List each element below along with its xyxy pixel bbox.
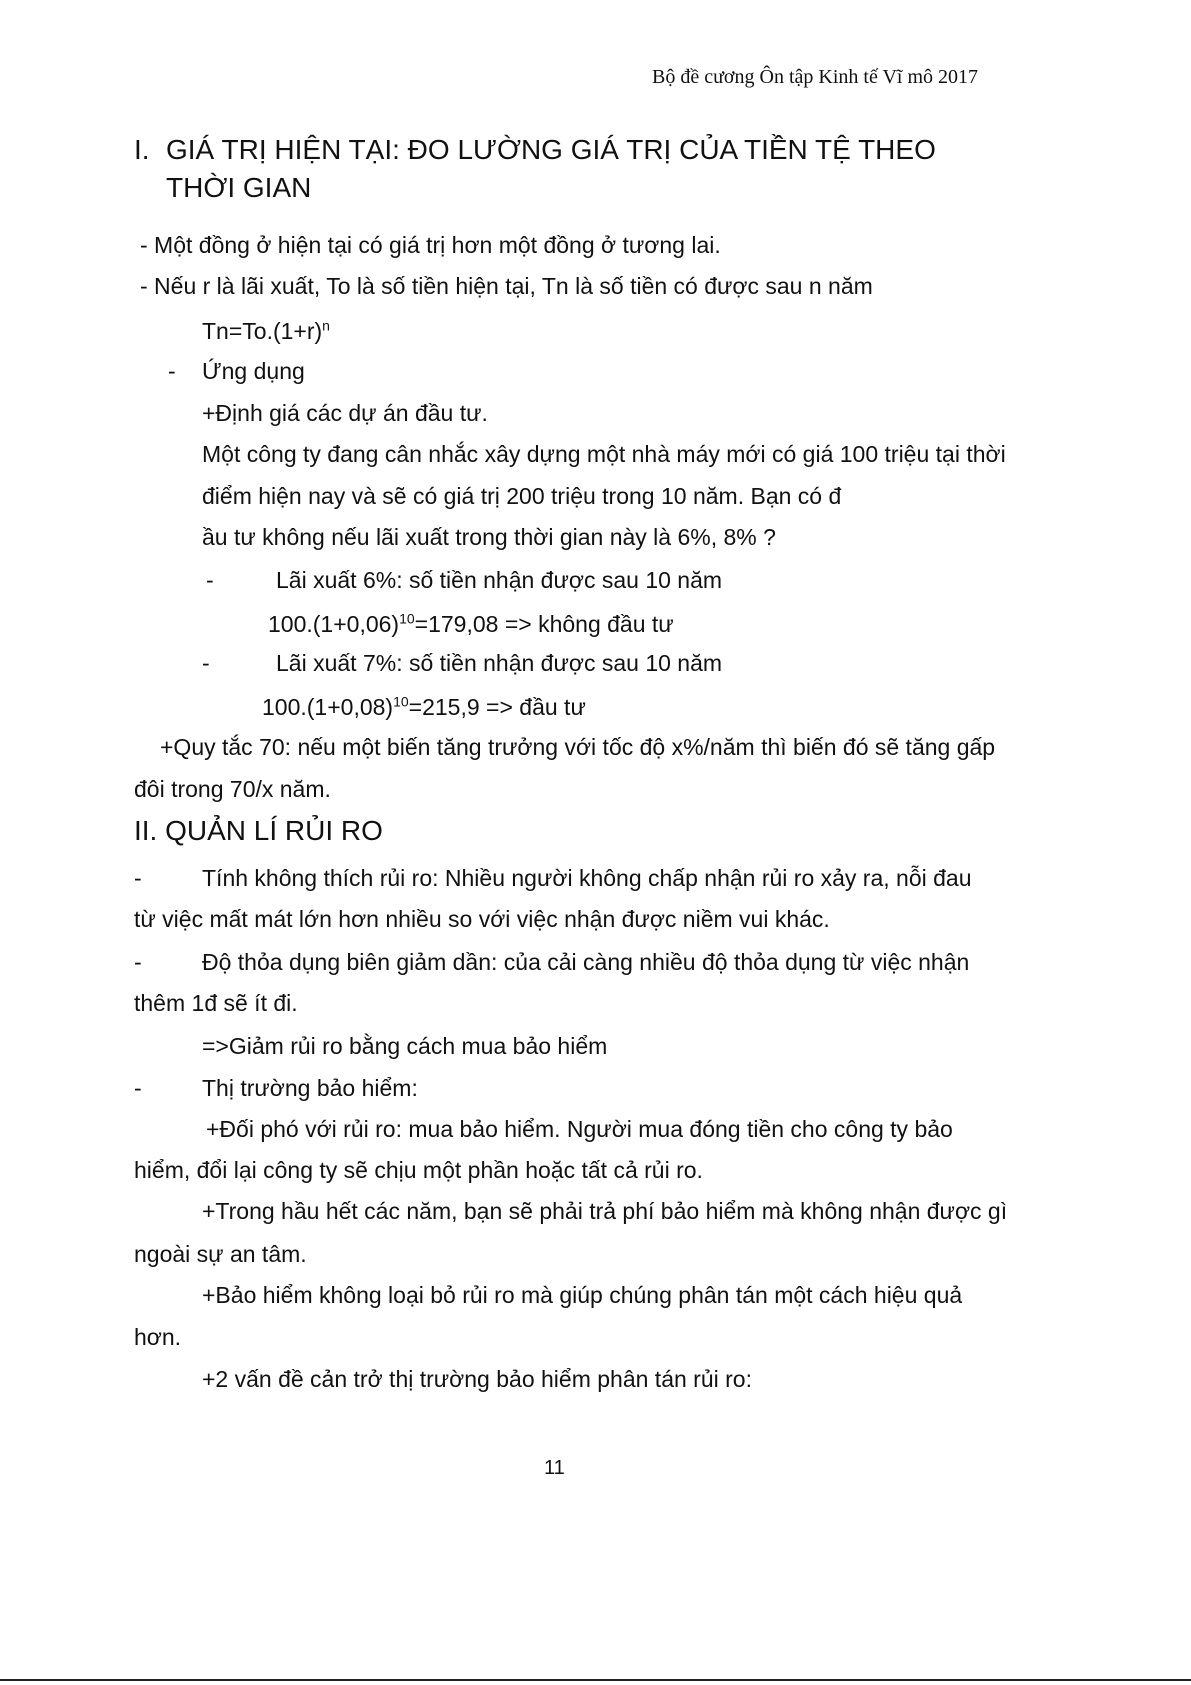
application-dash: - xyxy=(168,358,176,384)
application-label: Ứng dụng xyxy=(202,358,305,384)
case-2-label: Lãi xuất 7%: số tiền nhận được sau 10 năm xyxy=(276,650,723,676)
case-2-calc-result: =215,9 => đầu tư xyxy=(408,694,586,720)
application-item-investment: +Định giá các dự án đầu tư. xyxy=(202,400,488,426)
case-2-calc-base: 100.(1+0,08) xyxy=(262,694,394,720)
item-3-label: Thị trường bảo hiểm: xyxy=(202,1075,418,1101)
case-1-calc-exponent: 10 xyxy=(399,610,415,627)
conclusion: =>Giảm rủi ro bằng cách mua bảo hiểm xyxy=(202,1033,608,1059)
point-definitions: - Nếu r là lãi xuất, To là số tiền hiện tại, Tn là số tiền có được sau n năm xyxy=(140,273,873,299)
point-present-value: - Một đồng ở hiện tại có giá trị hơn một đồng ở tương lai. xyxy=(140,232,721,258)
rule-70-line-1: +Quy tắc 70: nếu một biến tăng trưởng với tốc độ x%/năm thì biến đó sẽ tăng gấp xyxy=(160,734,996,760)
item-1-dash: - xyxy=(134,865,142,891)
section-1-number: I. xyxy=(134,134,150,165)
item-2-line-1: Độ thỏa dụng biên giảm dần: của cải càng nhiều độ thỏa dụng từ việc nhận xyxy=(202,949,970,975)
example-line-1: Một công ty đang cân nhắc xây dựng một nhà máy mới có giá 100 triệu tại thời xyxy=(202,441,1006,467)
section-2-heading: II. QUẢN LÍ RỦI RO xyxy=(134,815,383,846)
case-1-calculation xyxy=(268,609,674,639)
page-number: 11 xyxy=(544,1457,565,1479)
case-1-calc-result: =179,08 => không đầu tư xyxy=(414,611,674,637)
section-1-heading-line1: GIÁ TRỊ HIỆN TẠI: ĐO LƯỜNG GIÁ TRỊ CỦA TIỀN TỆ THEO xyxy=(166,134,936,165)
formula-base: Tn=To.(1+r) xyxy=(202,318,323,344)
item-2-dash: - xyxy=(134,949,142,975)
formula-exponent: n xyxy=(322,317,330,334)
item-2-line-2: thêm 1đ sẽ ít đi. xyxy=(134,990,298,1016)
rule-70-line-2: đôi trong 70/x năm. xyxy=(134,776,331,802)
sub-1-line-2: hiểm, đổi lại công ty sẽ chịu một phần hoặc tất cả rủi ro. xyxy=(134,1157,703,1183)
example-line-2: điểm hiện nay và sẽ có giá trị 200 triệu trong 10 năm. Bạn có đ xyxy=(202,483,842,509)
case-1-label: Lãi xuất 6%: số tiền nhận được sau 10 năm xyxy=(276,567,723,593)
sub-4: +2 vấn đề cản trở thị trường bảo hiểm phân tán rủi ro: xyxy=(202,1366,752,1392)
case-1-dash: - xyxy=(206,567,214,593)
item-3-dash: - xyxy=(134,1075,142,1101)
running-header: Bộ đề cương Ôn tập Kinh tế Vĩ mô 2017 xyxy=(652,66,979,88)
sub-2-line-2: ngoài sự an tâm. xyxy=(134,1241,307,1267)
sub-1-line-1: +Đối phó với rủi ro: mua bảo hiểm. Người mua đóng tiền cho công ty bảo xyxy=(206,1116,953,1142)
item-1-line-1: Tính không thích rủi ro: Nhiều người không chấp nhận rủi ro xảy ra, nỗi đau xyxy=(202,865,972,891)
formula xyxy=(202,316,330,346)
sub-3-line-2: hơn. xyxy=(134,1324,182,1350)
example-line-3: ầu tư không nếu lãi xuất trong thời gian này là 6%, 8% ? xyxy=(202,524,776,550)
case-1-calc-base: 100.(1+0,06) xyxy=(268,611,400,637)
section-1-heading-line2: THỜI GIAN xyxy=(166,172,312,203)
case-2-dash: - xyxy=(202,650,210,676)
bottom-rule xyxy=(0,1679,1191,1681)
case-2-calc-exponent: 10 xyxy=(393,693,409,710)
sub-2-line-1: +Trong hầu hết các năm, bạn sẽ phải trả phí bảo hiểm mà không nhận được gì xyxy=(202,1198,1008,1224)
item-1-line-2: từ việc mất mát lớn hơn nhiều so với việc nhận được niềm vui khác. xyxy=(134,906,830,932)
case-2-calculation xyxy=(262,692,586,722)
sub-3-line-1: +Bảo hiểm không loại bỏ rủi ro mà giúp chúng phân tán một cách hiệu quả xyxy=(202,1282,963,1308)
